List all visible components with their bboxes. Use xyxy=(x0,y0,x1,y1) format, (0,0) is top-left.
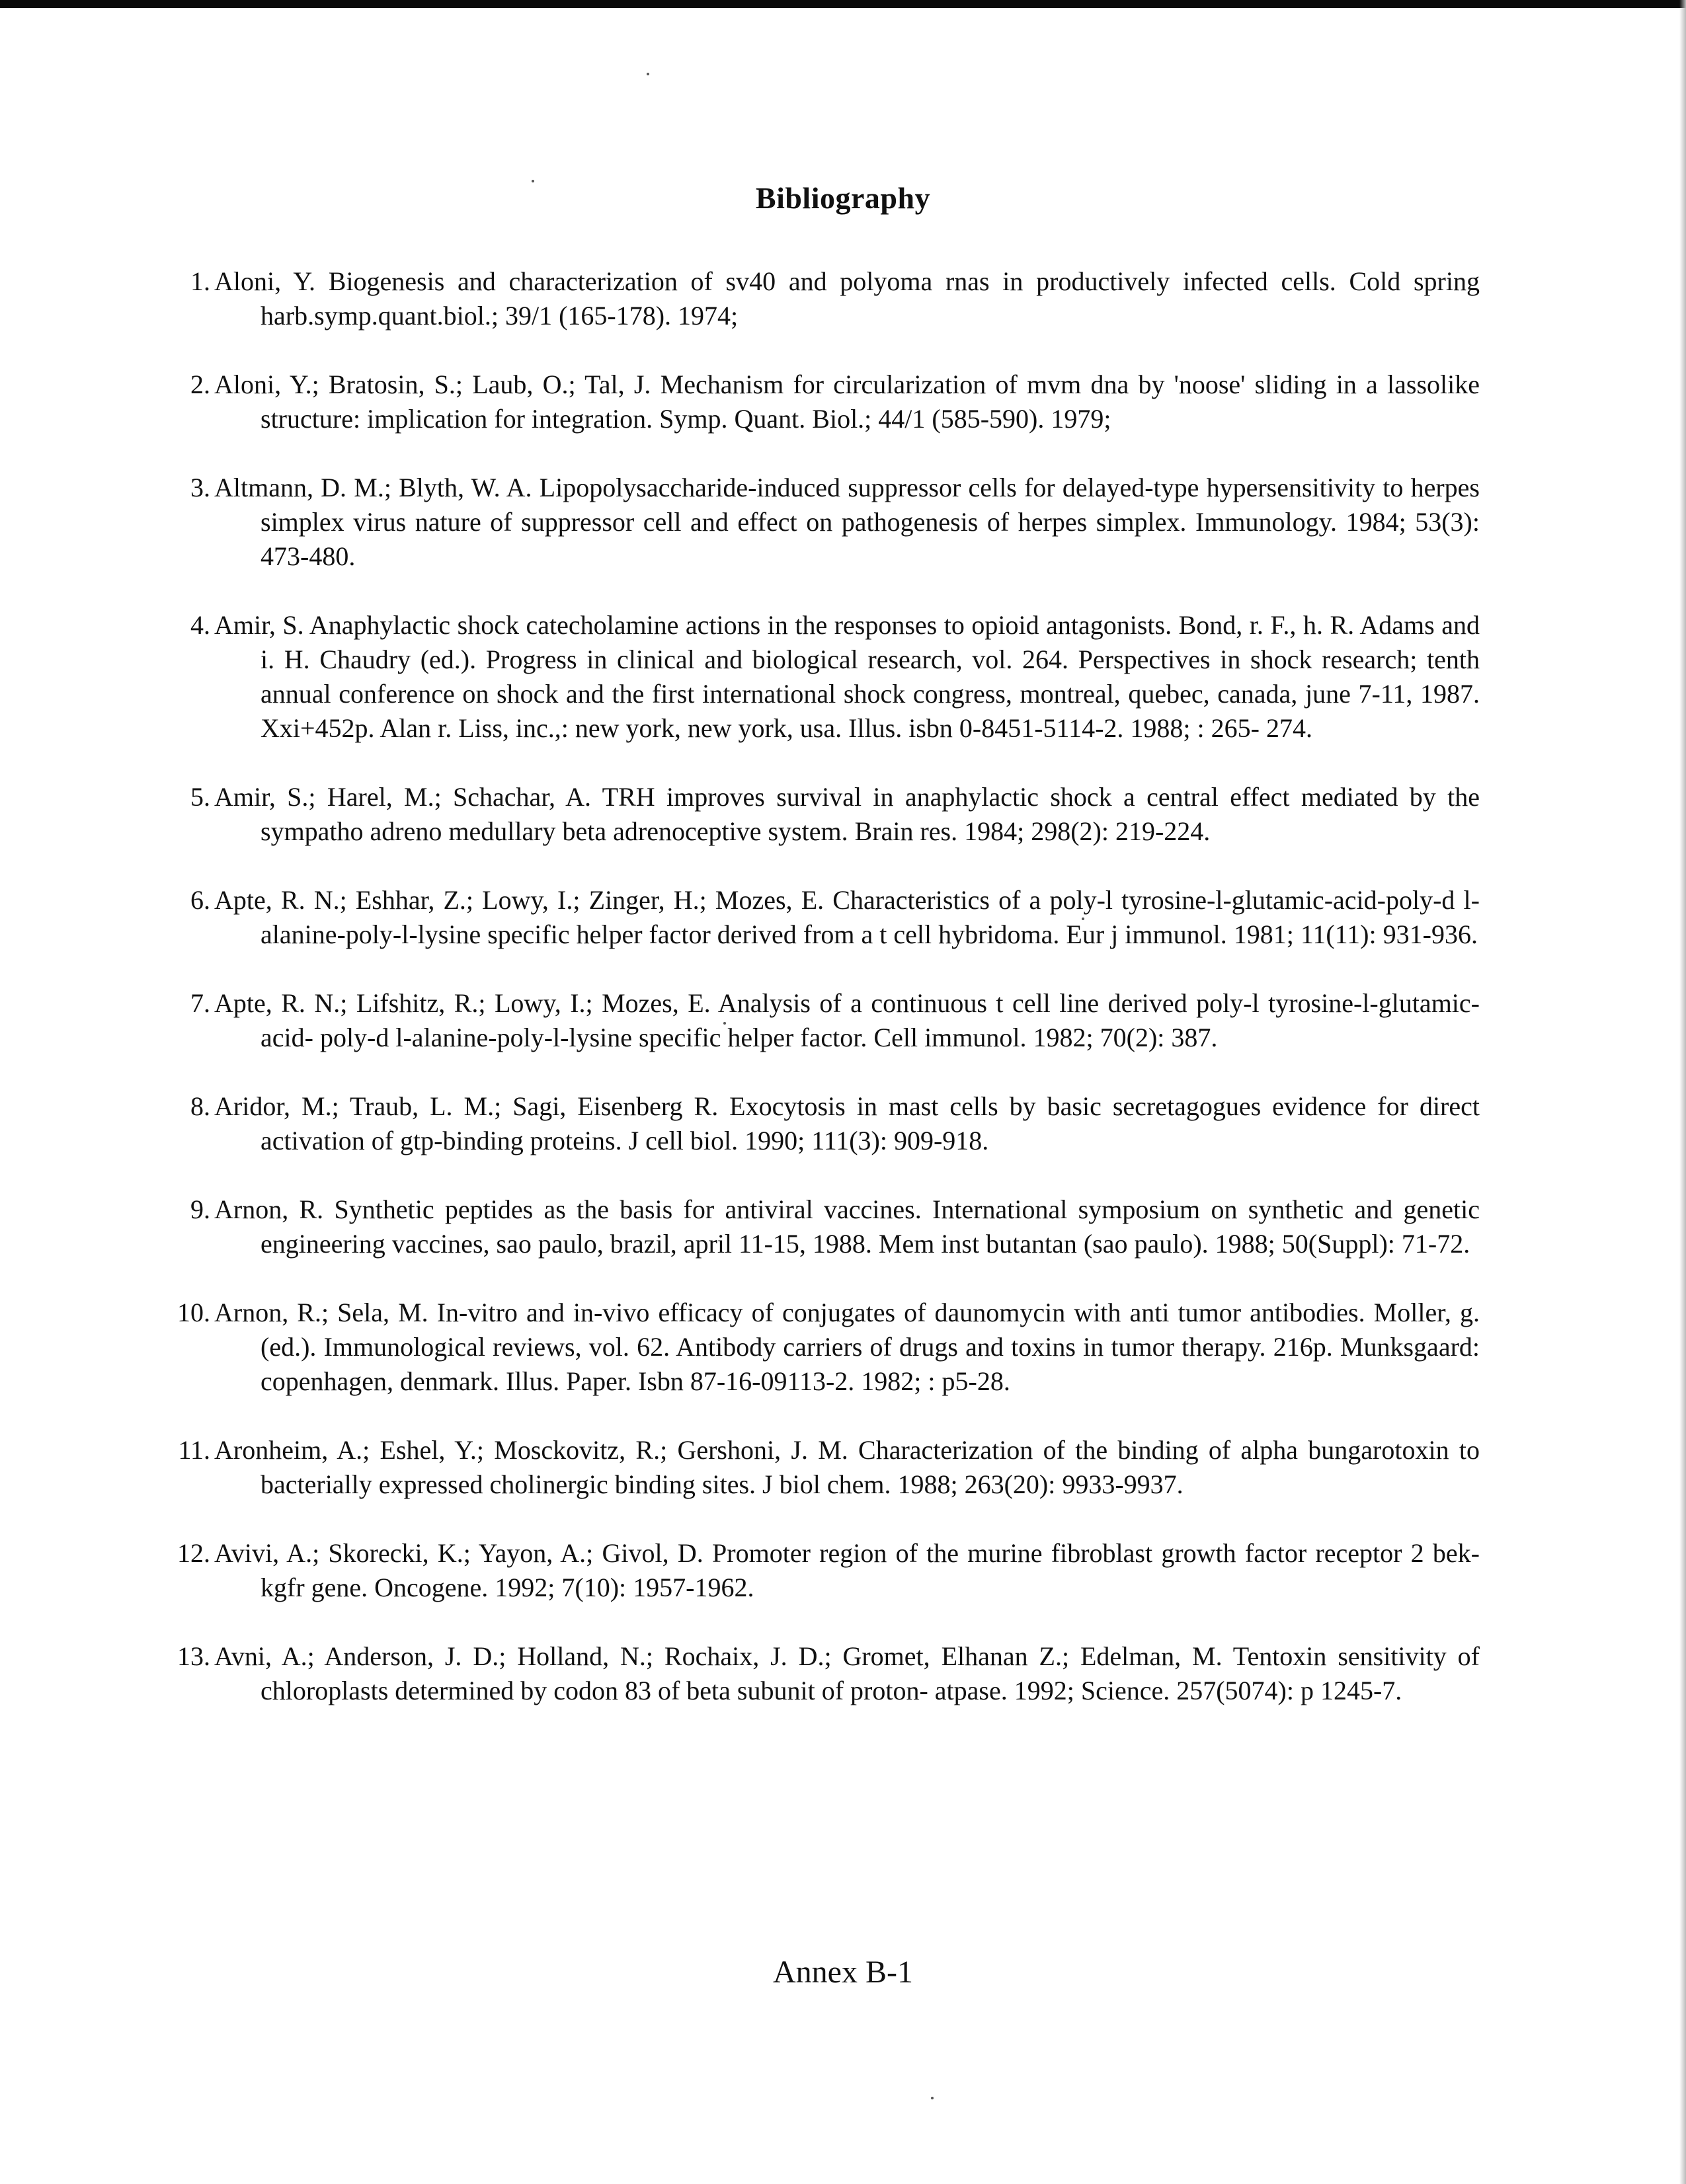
entry-citation: Arnon, R. Synthetic peptides as the basis for antiviral vaccines. International symposium on synthetic and genetic engineering vaccines, sao paulo, brazil, april 11-15, 1988. Mem inst butantan (sao paulo). 1988; 50(Suppl): 71-72. xyxy=(214,1194,1480,1259)
bibliography-entry xyxy=(151,780,1480,849)
entry-number: 5. xyxy=(190,782,210,812)
entry-number: 6. xyxy=(190,885,210,915)
entry-citation: Avivi, A.; Skorecki, K.; Yayon, A.; Givol, D. Promoter region of the murine fibroblast growth factor receptor 2 bek-kgfr gene. Oncogene. 1992; 7(10): 1957-1962. xyxy=(214,1538,1480,1602)
bibliography-entry xyxy=(151,264,1480,333)
page-footer: Annex B-1 xyxy=(773,1955,913,1990)
entry-number: 13. xyxy=(177,1641,210,1671)
bibliography-entry xyxy=(151,1296,1480,1399)
bibliography-entry xyxy=(151,1433,1480,1502)
entry-citation: Apte, R. N.; Lifshitz, R.; Lowy, I.; Mozes, E. Analysis of a continuous t cell line derived poly-l tyrosine-l-glutamic-acid- poly-d l-alanine-poly-l-lysine specific helper factor. Cell immunol. 1982; 70(2): 387. xyxy=(214,988,1480,1052)
entry-citation: Apte, R. N.; Eshhar, Z.; Lowy, I.; Zinger, H.; Mozes, E. Characteristics of a poly-l tyrosine-l-glutamic-acid-poly-d l- alanine-poly-l-lysine specific helper factor derived from a t cell hybridoma. Eur j immunol. 1981; 11(11): 931-936. xyxy=(214,885,1480,949)
entry-citation: Avni, A.; Anderson, J. D.; Holland, N.; Rochaix, J. D.; Gromet, Elhanan Z.; Edelman, M. Tentoxin sensitivity of chloroplasts determined by codon 83 of beta subunit of proton- atpase. 1992; Science. 257(5074): p 1245-7. xyxy=(214,1641,1480,1705)
bibliography-entry xyxy=(151,608,1480,746)
entry-citation: Altmann, D. M.; Blyth, W. A. Lipopolysaccharide-induced suppressor cells for delayed-type hypersensitivity to herpes simplex virus nature of suppressor cell and effect on pathogenesis of herpes simplex. Immunology. 1984; 53(3): 473-480. xyxy=(214,473,1480,571)
entry-citation: Aloni, Y.; Bratosin, S.; Laub, O.; Tal, J. Mechanism for circularization of mvm dna by 'noose' sliding in a lassolike structure: implication for integration. Symp. Quant. Biol.; 44/1 (585-590). 1979; xyxy=(214,370,1480,434)
scan-top-border xyxy=(0,0,1686,8)
entry-citation: Amir, S. Anaphylactic shock catecholamine actions in the responses to opioid antagonists. Bond, r. F., h. R. Adams and i. H. Chaudry (ed.). Progress in clinical and biological research, vol. 264. Perspectives in shock research; tenth annual conference on shock and the first international shock congress, montreal, quebec, canada, june 7-11, 1987. Xxi+452p. Alan r. Liss, inc.,: new york, new york, usa. Illus. isbn 0-8451-5114-2. 1988; : 265- 274. xyxy=(214,610,1480,743)
entry-number: 7. xyxy=(190,988,210,1018)
bibliography-list xyxy=(151,264,1480,1742)
entry-number: 10. xyxy=(177,1298,210,1327)
entry-number: 11. xyxy=(178,1435,210,1465)
scan-speck xyxy=(931,2097,934,2099)
entry-number: 1. xyxy=(190,266,210,296)
entry-citation: Aloni, Y. Biogenesis and characterization of sv40 and polyoma rnas in productively infected cells. Cold spring harb.symp.quant.biol.; 39/1 (165-178). 1974; xyxy=(214,266,1480,331)
scan-right-edge xyxy=(1679,0,1686,2184)
bibliography-entry xyxy=(151,1536,1480,1605)
entry-number: 3. xyxy=(190,473,210,502)
entry-citation: Arnon, R.; Sela, M. In-vitro and in-vivo efficacy of conjugates of daunomycin with anti tumor antibodies. Moller, g. (ed.). Immunological reviews, vol. 62. Antibody carriers of drugs and toxins in tumor therapy. 216p. Munksgaard: copenhagen, denmark. Illus. Paper. Isbn 87-16-09113-2. 1982; : p5-28. xyxy=(214,1298,1480,1396)
entry-number: 4. xyxy=(190,610,210,640)
bibliography-entry xyxy=(151,1089,1480,1158)
entry-number: 12. xyxy=(177,1538,210,1568)
entry-citation: Aridor, M.; Traub, L. M.; Sagi, Eisenberg R. Exocytosis in mast cells by basic secretagogues evidence for direct activation of gtp-binding proteins. J cell biol. 1990; 111(3): 909-918. xyxy=(214,1091,1480,1155)
bibliography-entry xyxy=(151,1192,1480,1261)
bibliography-entry xyxy=(151,368,1480,436)
bibliography-entry xyxy=(151,471,1480,574)
bibliography-entry xyxy=(151,883,1480,952)
entry-number: 8. xyxy=(190,1091,210,1121)
scan-speck xyxy=(647,73,649,75)
entry-number: 9. xyxy=(190,1194,210,1224)
page-title: Bibliography xyxy=(755,180,931,215)
entry-citation: Amir, S.; Harel, M.; Schachar, A. TRH improves survival in anaphylactic shock a central effect mediated by the sympatho adreno medullary beta adrenoceptive system. Brain res. 1984; 298(2): 219-224. xyxy=(214,782,1480,846)
bibliography-entry xyxy=(151,986,1480,1055)
bibliography-entry xyxy=(151,1639,1480,1708)
entry-citation: Aronheim, A.; Eshel, Y.; Mosckovitz, R.; Gershoni, J. M. Characterization of the binding of alpha bungarotoxin to bacterially expressed cholinergic binding sites. J biol chem. 1988; 263(20): 9933-9937. xyxy=(214,1435,1480,1499)
entry-number: 2. xyxy=(190,370,210,399)
